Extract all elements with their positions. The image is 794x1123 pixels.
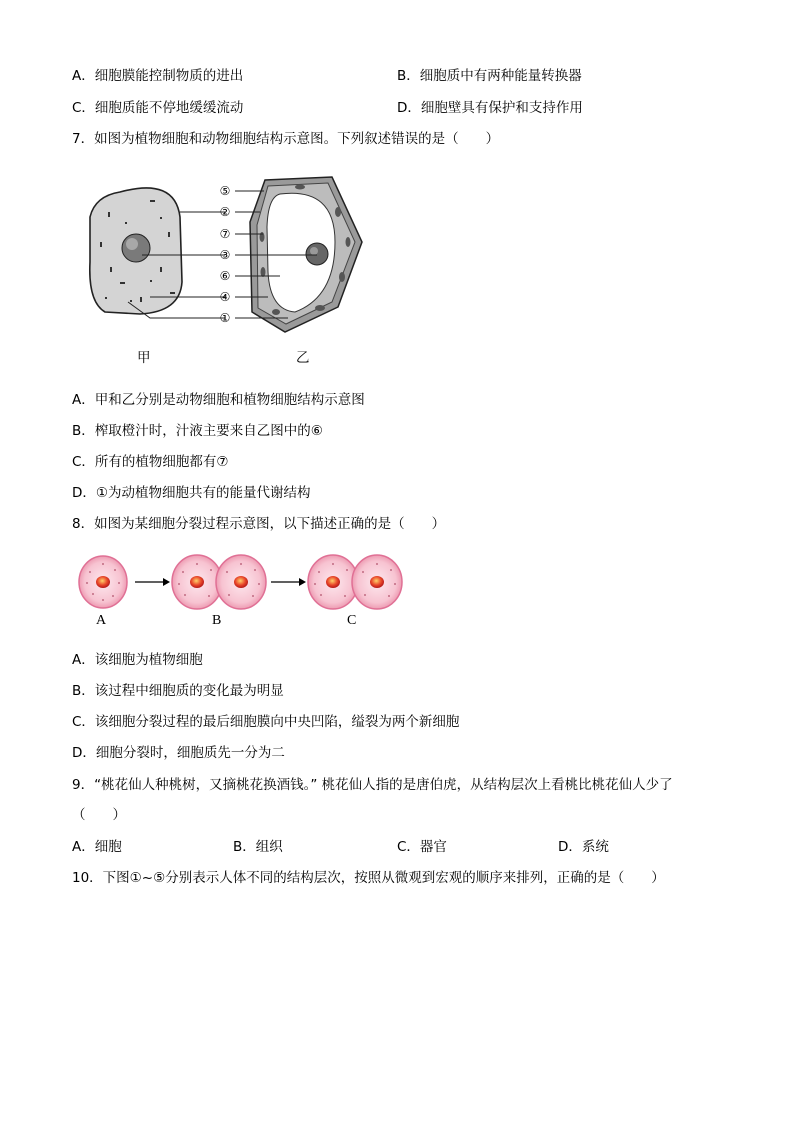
label-c: C (347, 613, 357, 628)
caption-yi: 乙 (296, 350, 310, 366)
cell-structure-figure (80, 172, 370, 372)
q8-option-a: A．该细胞为植物细胞 (72, 652, 203, 668)
label-1: ① (219, 311, 231, 325)
q8-option-b: B．该过程中细胞质的变化最为明显 (72, 683, 284, 699)
q9-option-b: B．组织 (233, 839, 283, 855)
q8-stem: 8．如图为某细胞分裂过程示意图，以下描述正确的是（ ） (72, 516, 446, 532)
q6-option-d: D．细胞壁具有保护和支持作用 (397, 100, 583, 116)
label-7: ⑦ (219, 227, 231, 241)
q10-stem: 10．下图①~⑤分别表示人体不同的结构层次，按照从微观到宏观的顺序来排列，正确的是（ ） (72, 870, 665, 886)
cell-b (172, 555, 266, 609)
q9-option-c: C．器官 (397, 839, 447, 855)
q7-option-b: B．榨取橙汁时，汁液主要来自乙图中的⑥ (72, 423, 323, 439)
q9-option-d: D．系统 (558, 839, 609, 855)
cell-division-figure (75, 550, 415, 630)
q8-option-c: C．该细胞分裂过程的最后细胞膜向中央凹陷，缢裂为两个新细胞 (72, 714, 460, 730)
label-6: ⑥ (219, 269, 231, 283)
q7-stem: 7．如图为植物细胞和动物细胞结构示意图。下列叙述错误的是（ ） (72, 131, 500, 147)
cell-c (308, 555, 402, 609)
label-4: ④ (219, 290, 231, 304)
q7-option-d: D．①为动植物细胞共有的能量代谢结构 (72, 485, 311, 501)
label-3: ③ (219, 248, 231, 262)
q7-option-c: C．所有的植物细胞都有⑦ (72, 454, 229, 470)
label-5: ⑤ (219, 184, 231, 198)
q9-option-a: A．细胞 (72, 839, 122, 855)
label-a: A (96, 613, 107, 628)
q6-option-c: C．细胞质能不停地缓缓流动 (72, 100, 244, 116)
caption-jia: 甲 (137, 350, 151, 366)
q7-option-a: A．甲和乙分别是动物细胞和植物细胞结构示意图 (72, 392, 365, 408)
arrow-icon (135, 578, 170, 586)
label-2: ② (219, 205, 231, 219)
q9-stem: 9．“桃花仙人种桃树，又摘桃花换酒钱。” 桃花仙人指的是唐伯虎，从结构层次上看桃比桃花仙人少了 (72, 777, 673, 793)
q6-option-a: A．细胞膜能控制物质的进出 (72, 68, 244, 84)
q8-option-d: D．细胞分裂时，细胞质先一分为二 (72, 745, 285, 761)
label-b: B (212, 613, 222, 628)
arrow-icon (271, 578, 306, 586)
q9-stem-continued: （ ） (72, 807, 126, 823)
q6-option-b: B．细胞质中有两种能量转换器 (397, 68, 582, 84)
animal-cell (90, 188, 182, 314)
